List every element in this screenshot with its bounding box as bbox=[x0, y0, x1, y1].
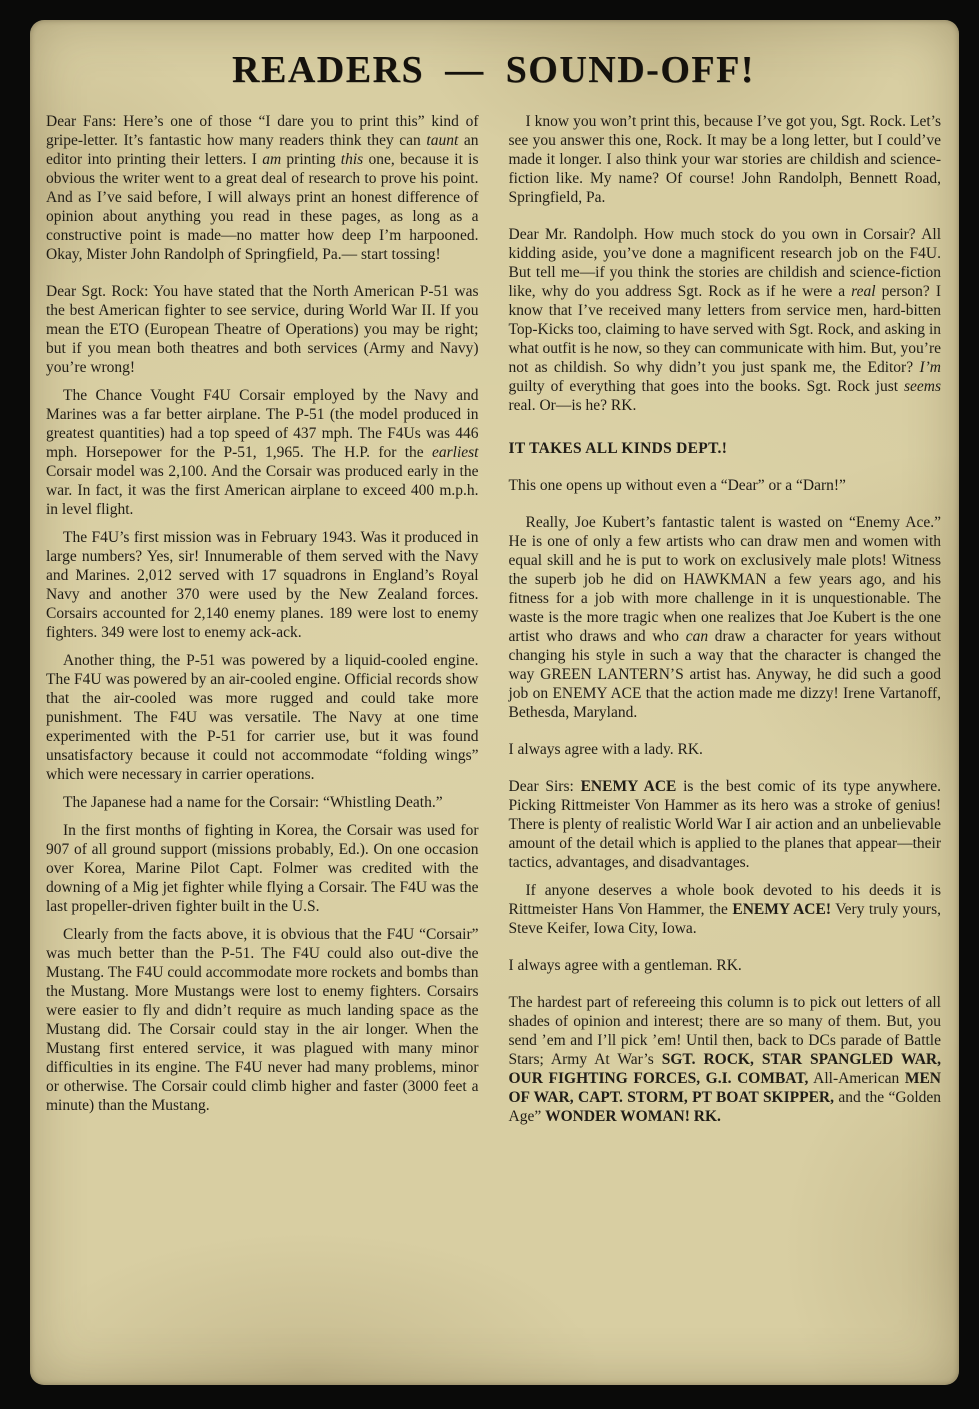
letter-paragraph bbox=[509, 881, 942, 938]
text-run: Another thing, the P-51 was powered by a liquid-cooled engine. The F4U was powered by an air-cooled engine. Official records show that the air-cooled was more rugged and could take more punishment. The F4U was versatile. The Navy at one time experimented with the P-51 for carrier use, but it was found unsatisfactory because it could not accommodate “folding wings” which were necessary in carrier operations. bbox=[46, 651, 479, 783]
text-run: taunt bbox=[426, 131, 459, 149]
text-run: The F4U’s first mission was in February 1943. Was it produced in large numbers? Yes, sir! Innumerable of them served with the Navy and Marines. 2,012 served with 17 squadrons in England’s Royal Navy and another 370 were used by the New Zealand forces. Corsairs accounted for 2,140 enemy planes. 189 were lost to enemy fighters. 349 were lost to enemy ack-ack. bbox=[46, 528, 479, 641]
text-run: WONDER WOMAN! RK. bbox=[545, 1107, 721, 1125]
text-run: Dear Mr. Randolph. How much stock do you own in Corsair? All kidding aside, you’ve done a magnificent research job on the F4U. But tell me—if you think the stories are childish and science-fiction like, why do you address Sgt. Rock as if he were a bbox=[508, 225, 941, 300]
letter-paragraph bbox=[46, 793, 479, 812]
letter-paragraph bbox=[509, 225, 942, 415]
text-run: Clearly from the facts above, it is obvious that the F4U “Corsair” was much better than the P-51. The F4U could also out-dive the Mustang. The F4U could accommodate more rockets and bombs than the Mustang. More Mustangs were lost to enemy fighters. Corsairs were easier to fly and didn’t require as much landing space as the Mustang did. The Corsair could stay in the air longer. When the Mustang first entered service, it was plagued with many minor difficulties in its engine. The F4U never had many problems, minor or otherwise. The Corsair could climb higher and faster (3000 feet a minute) than the Mustang. bbox=[46, 925, 479, 1114]
letter-paragraph bbox=[46, 651, 479, 784]
text-run: printing bbox=[281, 150, 341, 168]
text-run: draw a character for years without changing his style in such a way that the character is changed the way GREEN LANTERN’S artist has. Anyway, he did such a good job on ENEMY ACE that the action made me dizzy! Irene Vartanoff, Bethesda, Maryland. bbox=[508, 627, 942, 721]
text-run: earliest bbox=[432, 443, 479, 461]
text-run: Really, Joe Kubert’s fantastic talent is wasted on “Enemy Ace.” He is one of only a few artists who can draw men and women with equal skill and he is put to work on exclusively male plots! Witness the superb job he did on HAWKMAN a few years ago, and his fitness for a job with more challenge in it is unquestionable. The waste is the more tragic when one realizes that Joe Kubert is the one artist who draws and who bbox=[508, 513, 941, 645]
letters-page bbox=[30, 20, 959, 1385]
text-run: This one opens up without even a “Dear” or a “Darn!” bbox=[508, 476, 846, 494]
text-run: real bbox=[851, 282, 876, 300]
text-run: one, because it is obvious the writer went to a great deal of research to prove his point. And as I’ve said before, I will always print an honest difference of opinion about anything you read in these pages, as long as a constructive point is made—no matter how deep I’m harpooned. Okay, Mister John Randolph of Springfield, Pa.— start tossing! bbox=[46, 150, 479, 263]
text-run: In the first months of fighting in Korea, the Corsair was used for 907 of all ground support (missions probably, Ed.). On one occasion over Korea, Marine Pilot Capt. Folmer was credited with the downing of a Mig jet fighter while flying a Corsair. The F4U was the last propeller-driven fighter built in the U.S. bbox=[46, 821, 479, 915]
text-run: an editor into printing their letters. I bbox=[46, 131, 479, 168]
letter-paragraph bbox=[509, 993, 942, 1126]
section-heading bbox=[509, 439, 942, 458]
letter-paragraph bbox=[509, 777, 942, 872]
letters-columns bbox=[46, 112, 941, 1135]
text-run: If anyone deserves a whole book devoted to his deeds it is Rittmeister Hans Von Hammer, the bbox=[508, 881, 941, 918]
text-run: I’m bbox=[919, 358, 941, 376]
page-title: READERS — SOUND-OFF! bbox=[232, 49, 755, 91]
letter-paragraph bbox=[46, 112, 479, 264]
text-run: is the best comic of its type anywhere. Picking Rittmeister Von Hammer as its hero was a stroke of genius! There is plenty of realistic World War I air action and an unbelievable amount of the detail which is applied to the planes that appear—their tactics, advantages, and disadvantages. bbox=[508, 777, 941, 871]
letter-paragraph bbox=[46, 282, 479, 377]
text-run: IT TAKES ALL KINDS DEPT.! bbox=[508, 439, 728, 457]
text-run: The Japanese had a name for the Corsair: “Whistling Death.” bbox=[63, 793, 443, 811]
text-run: The Chance Vought F4U Corsair employed by the Navy and Marines was a far better airplane. The P-51 (the model produced in greatest quantities) had a top speed of 437 mph. The F4Us was 446 mph. Horsepower for the P-51, 1,965. The H.P. for the bbox=[46, 386, 479, 461]
text-run: guilty of everything that goes into the books. Sgt. Rock just bbox=[508, 377, 904, 395]
right-column bbox=[509, 112, 942, 1135]
letter-paragraph bbox=[509, 513, 942, 722]
text-run: am bbox=[262, 150, 282, 168]
text-run: I know you won’t print this, because I’ve got you, Sgt. Rock. Let’s see you answer this one, Rock. It may be a long letter, but I could’ve made it longer. I also think your war stories are childish and science-fiction like. My name? Of course! John Randolph, Bennett Road, Springfield, Pa. bbox=[508, 112, 941, 206]
text-run: MEN OF WAR, CAPT. STORM, PT BOAT SKIPPER, bbox=[508, 1069, 941, 1106]
left-column bbox=[46, 112, 479, 1124]
letter-paragraph bbox=[509, 740, 942, 759]
text-run: SGT. ROCK, STAR SPANGLED WAR, OUR FIGHTING FORCES, G.I. COMBAT, bbox=[508, 1050, 941, 1087]
text-run: Corsair model was 2,100. And the Corsair was produced early in the war. In fact, it was the first American airplane to exceed 400 m.p.h. in level flight. bbox=[46, 462, 479, 518]
letter-paragraph bbox=[509, 476, 942, 495]
letter-paragraph bbox=[46, 386, 479, 519]
text-run: All-American bbox=[808, 1069, 905, 1087]
text-run: can bbox=[685, 627, 709, 645]
text-run: Dear Sirs: bbox=[508, 777, 581, 795]
text-run: Dear Fans: Here’s one of those “I dare you to print this” kind of gripe-letter. It’s fantastic how many readers think they can bbox=[46, 112, 479, 149]
letter-paragraph bbox=[46, 925, 479, 1115]
letter-paragraph bbox=[46, 528, 479, 642]
text-run: The hardest part of refereeing this column is to pick out letters of all shades of opinion and interest; there are so many of them. But, you send ’em and I’ll pick ’em! Until then, back to DCs parade of Battle Stars; Army At War’s bbox=[508, 993, 941, 1068]
text-run: Very truly yours, Steve Keifer, Iowa City, Iowa. bbox=[508, 900, 941, 937]
text-run: I always agree with a lady. RK. bbox=[508, 740, 703, 758]
text-run: real. Or—is he? RK. bbox=[508, 396, 637, 414]
text-run: and the “Golden Age” bbox=[508, 1088, 942, 1125]
text-run: I always agree with a gentleman. RK. bbox=[508, 956, 742, 974]
letter-paragraph bbox=[46, 821, 479, 916]
letter-paragraph bbox=[509, 956, 942, 975]
letter-paragraph bbox=[509, 112, 942, 207]
text-run: this bbox=[340, 150, 364, 168]
text-run: Dear Sgt. Rock: You have stated that the North American P-51 was the best American fighter to see service, during World War II. If you mean the ETO (European Theatre of Operations) you may be right; but if you mean both theatres and both services (Army and Navy) you’re wrong! bbox=[46, 282, 479, 376]
text-run: ENEMY ACE! bbox=[732, 900, 832, 918]
text-run: seems bbox=[903, 377, 941, 395]
text-run: person? I know that I’ve received many letters from service men, hard-bitten Top-Kicks too, claiming to have served with Sgt. Rock, and asking in what outfit is he now, so they can communicate with him. But, you’re not as childish. So why didn’t you just spank me, the Editor? bbox=[508, 282, 941, 376]
text-run: ENEMY ACE bbox=[580, 777, 677, 795]
